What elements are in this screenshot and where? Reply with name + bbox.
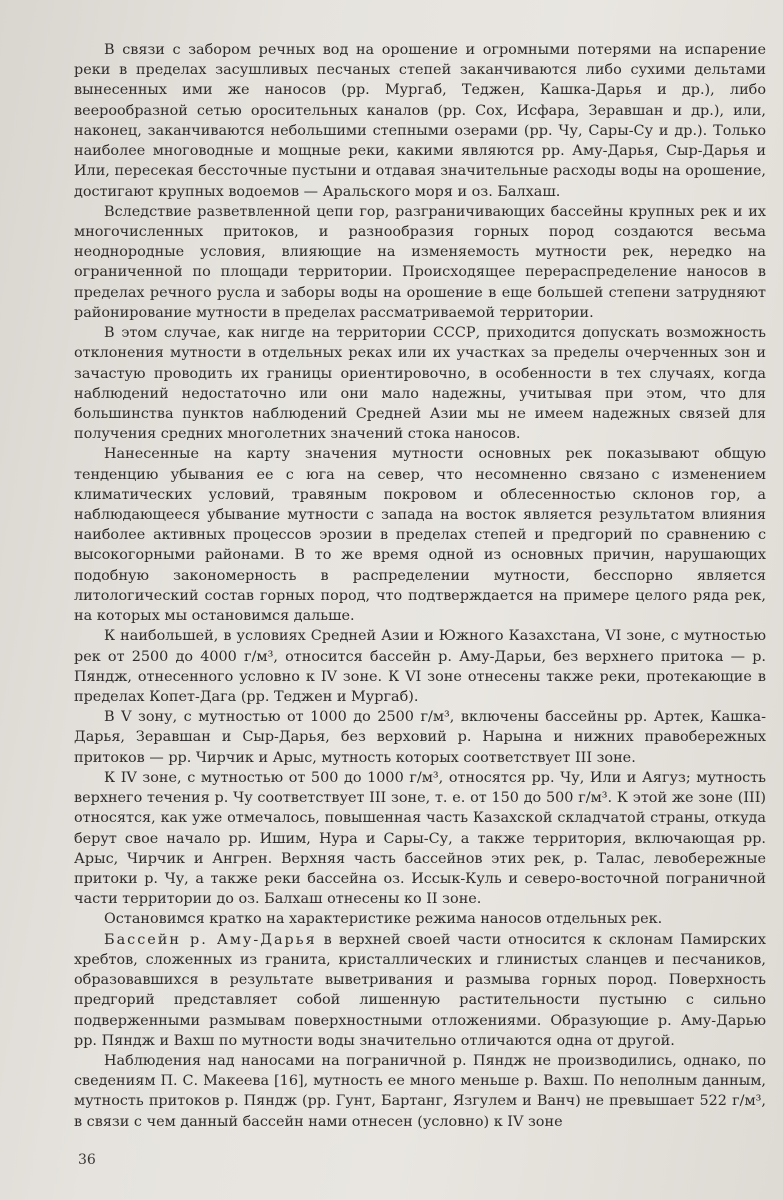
paragraph: К наибольшей, в условиях Средней Азии и Южного Казахстана, VI зоне, с мутностью рек от 2500 до 4000 г/м³, относится бассейн р. Аму-Дарьи, без верхнего притока — р. Пяндж, отнесенного условно к IV зоне. К VI зоне отнесены также реки, протекающие в пределах Копет-Дага (рр. Теджен и Мургаб). <box>74 628 766 705</box>
paragraph-text: в верхней своей части относится к склонам Памирских хребтов, сложенных из гранита, кристаллических и глинистых сланцев и песчаников, образовавшихся в результате выветривания и размыва горных пород. Поверхность предгорий представляет собой лишенную растительности пустыню с сильно подверженными размывам поверхностными отложениями. Образующие р. Аму-Дарью рр. Пяндж и Вахш по мутности воды значительно отличаются одна от другой. <box>74 931 767 1049</box>
paragraph: Вследствие разветвленной цепи гор, разграничивающих бассейны крупных рек и их многочисленных притоков, и разнообразия горных пород создаются весьма неоднородные условия, влияющие на изменяемость мутности рек, нередко на ограниченной по площади территории. Происходящее перераспределение наносов в пределах речного русла и заборы воды на орошение в еще большей степени затрудняют районирование мутности в пределах рассматриваемой территории. <box>74 203 766 321</box>
paragraph: В этом случае, как нигде на территории СССР, приходится допускать возможность отклонения мутности в отдельных реках или их участках за пределы очерченных зон и зачастую проводить их границы ориентировочно, в особенности в тех случаях, когда наблюдений недостаточно или они мало надежны, учитывая при этом, что для большинства пунктов наблюдений Средней Азии мы не имеем надежных связей для получения средних многолетних значений стока наносов. <box>74 325 766 443</box>
paragraph: К IV зоне, с мутностью от 500 до 1000 г/м³, относятся рр. Чу, Или и Аягуз; мутность верхнего течения р. Чу соответствует III зоне, т. е. от 150 до 500 г/м³. К этой же зоне (III) относятся, как уже отмечалось, повышенная часть Казахской складчатой страны, откуда берут свое начало рр. Ишим, Нура и Сары-Су, а также территория, включающая рр. Арыс, Чирчик и Ангрен. Верхняя часть бассейнов этих рек, р. Талас, левобережные притоки р. Чу, а также реки бассейна оз. Иссык-Куль и северо-восточной пограничной части территории до оз. Балхаш отнесены ко II зоне. <box>74 769 766 908</box>
paragraph: В V зону, с мутностью от 1000 до 2500 г/м³, включены бассейны рр. Артек, Кашка-Дарья, Зеравшан и Сыр-Дарья, без верховий р. Нарына и нижних правобережных притоков — рр. Чирчик и Арыс, мутность которых соответствует III зоне. <box>74 709 766 766</box>
paragraph: Нанесенные на карту значения мутности основных рек показывают общую тенденцию убывания ее с юга на север, что несомненно связано с изменением климатических условий, травяным покровом и облесенностью склонов гор, а наблюдающееся убывание мутности с запада на восток является результатом влияния наиболее активных процессов эрозии в пределах степей и предгорий по сравнению с высокогорными районами. В то же время одной из основных причин, нарушающих подобную закономерность в распределении мутности, бесспорно является литологический состав горных пород, что подтверждается на примере целого ряда рек, на которых мы остановимся дальше. <box>74 446 766 625</box>
body-text <box>74 40 766 1132</box>
paragraph: Наблюдения над наносами на пограничной р. Пяндж не производились, однако, по сведениям П. С. Макеева [16], мутность ее много меньше р. Вахш. По неполным данным, мутность притоков р. Пяндж (рр. Гунт, Бартанг, Язгулем и Ванч) не превышает 522 г/м³, в связи с чем данный бассейн нами отнесен (условно) к IV зоне <box>74 1052 766 1130</box>
paragraph: Остановимся кратко на характеристике режима наносов отдельных рек. <box>104 911 663 928</box>
paragraph: В связи с забором речных вод на орошение и огромными потерями на испарение реки в пределах засушливых песчаных степей заканчиваются либо сухими дельтами вынесенных ими же наносов (рр. Мургаб, Теджен, Кашка-Дарья и др.), либо веерообразной сетью оросительных каналов (рр. Сох, Исфара, Зеравшан и др.), или, наконец, заканчиваются небольшими степными озерами (рр. Чу, Сары-Су и др.). Только наиболее многоводные и мощные реки, какими являются рр. Аму-Дарья, Сыр-Дарья и Или, пересекая бессточные пустыни и отдавая значительные расходы воды на орошение, достигают крупных водоемов — Аральского моря и оз. Балхаш. <box>74 42 766 200</box>
section-lead: Бассейн р. Аму-Дарья <box>104 931 317 948</box>
page-number: 36 <box>78 1152 96 1168</box>
paragraph <box>74 930 766 1051</box>
